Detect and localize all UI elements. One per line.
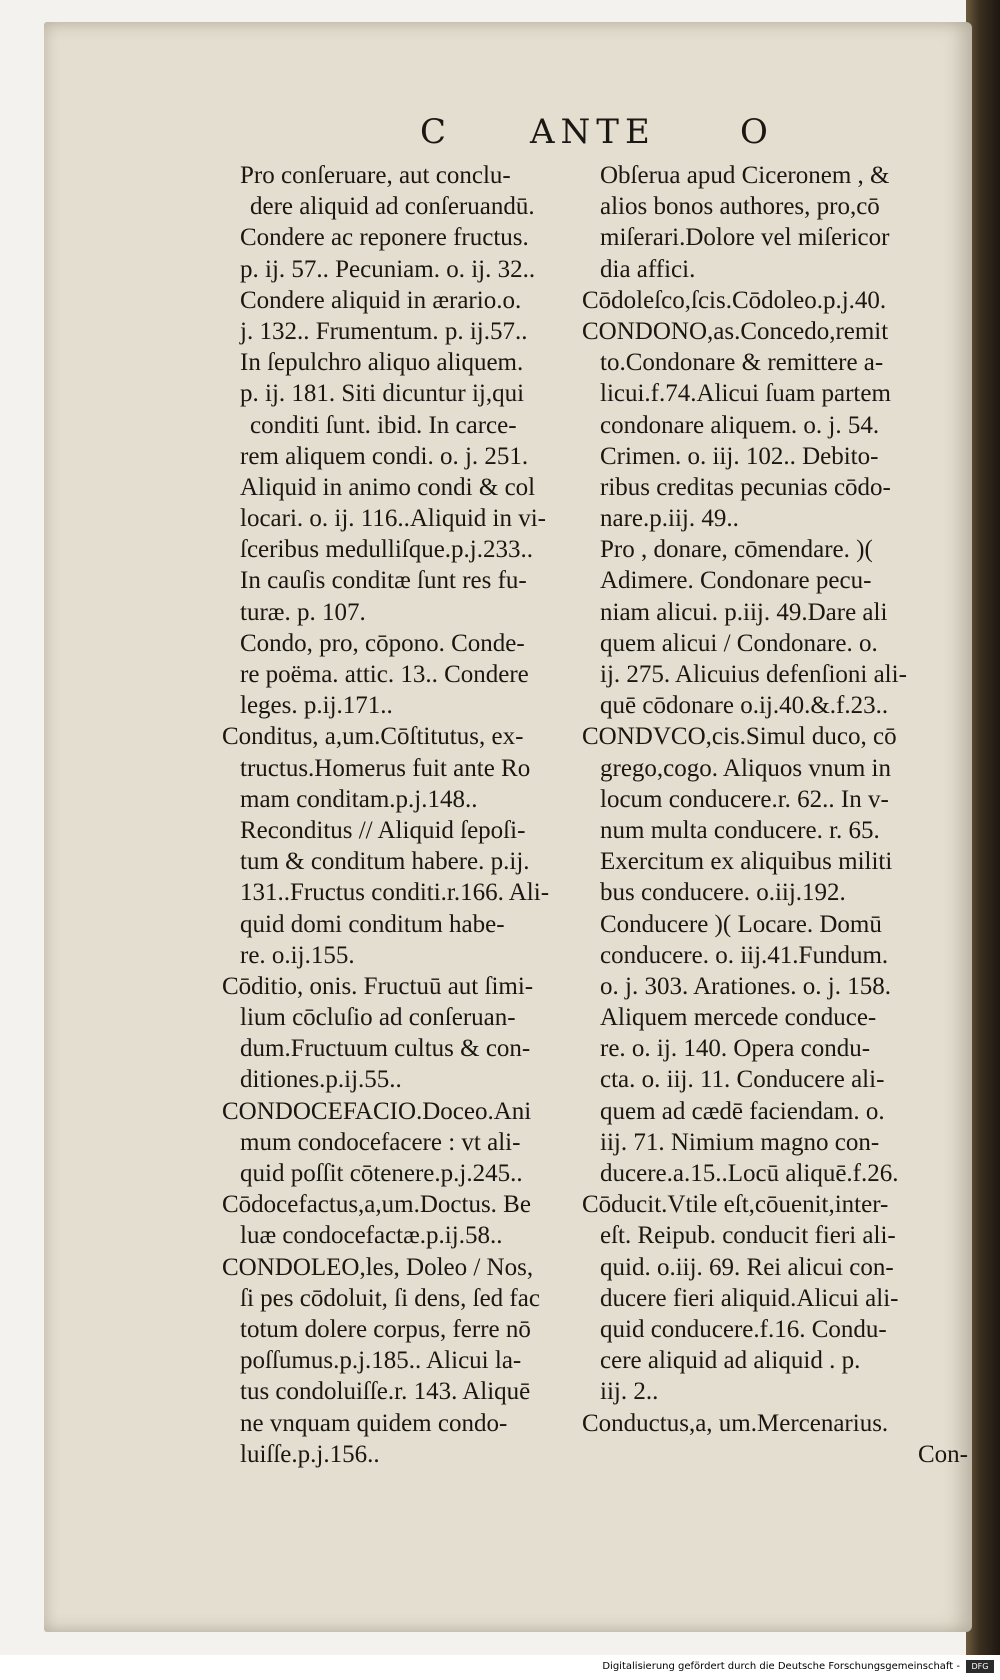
text-line: nare.p.iij. 49.. — [600, 505, 739, 533]
text-line: dia affici. — [600, 255, 696, 283]
text-line: luæ condocefactæ.p.ij.58.. — [240, 1222, 503, 1250]
entry-headword-line: Conductus,a, um.Mercenarius. — [582, 1409, 889, 1437]
text-line: re. o. ij. 140. Opera condu- — [600, 1035, 871, 1063]
text-line: locari. o. ij. 116..Aliquid in vi- — [240, 505, 546, 533]
entry-headword-line: CONDOLEO,les, Doleo / Nos, — [222, 1253, 534, 1281]
text-line: alios bonos authores, pro,cō — [600, 193, 880, 221]
text-line: ducere.a.15..Locū aliquē.f.26. — [600, 1160, 899, 1187]
entry-headword-line: Cōducit.Vtile eſt,cōuenit,inter- — [582, 1191, 889, 1219]
text-line: p. ij. 181. Siti dicuntur ij,qui — [240, 380, 525, 408]
text-line: j. 132.. Frumentum. p. ij.57.. — [240, 317, 528, 345]
text-line: In ſepulchro aliquo aliquem. — [240, 349, 524, 377]
text-line: ſceribus medulliſque.p.j.233.. — [240, 536, 534, 564]
text-line: Condere aliquid in ærario.o. — [240, 286, 522, 314]
text-line: rem aliquem condi. o. j. 251. — [240, 442, 529, 470]
text-line: luiſſe.p.j.156.. — [240, 1440, 380, 1468]
text-line: num multa conducere. r. 65. — [600, 816, 880, 844]
text-line: iij. 2.. — [600, 1378, 659, 1406]
text-line: Aliquem mercede conduce- — [600, 1004, 877, 1032]
text-line: tum & conditum habere. p.ij. — [240, 848, 530, 876]
entry-headword-line: CONDOCEFACIO.Doceo.Ani — [222, 1097, 532, 1125]
text-line: grego,cogo. Aliquos vnum in — [600, 754, 891, 782]
text-line: condonare aliquem. o. j. 54. — [600, 411, 880, 439]
entry-headword-line: Cōdocefactus,a,um.Doctus. Be — [222, 1191, 531, 1219]
text-line: Crimen. o. iij. 102.. Debito- — [600, 442, 879, 470]
text-line: locum conducere.r. 62.. In v- — [600, 785, 889, 813]
entry-headword-line: Cōditio, onis. Fructuū aut ſimi- — [222, 972, 534, 1000]
text-line: ſi pes cōdoluit, ſi dens, ſed fac — [240, 1284, 540, 1312]
running-header — [0, 112, 1000, 162]
text-line: licui.f.74.Alicui ſuam partem — [600, 380, 891, 408]
text-line: turæ. p. 107. — [240, 598, 366, 626]
text-line: to.Condonare & remittere a- — [600, 349, 884, 377]
text-line: cere aliquid ad aliquid . p. — [600, 1347, 861, 1375]
text-line: quē cōdonare o.ij.40.&.f.23.. — [600, 692, 889, 720]
text-line: conditi ſunt. ibid. In carce- — [250, 411, 517, 439]
text-line: Condo, pro, cōpono. Conde- — [240, 629, 525, 657]
text-line: leges. p.ij.171.. — [240, 692, 393, 720]
header-right-letter: O — [740, 112, 774, 152]
text-line: Conducere )( Locare. Domū — [600, 910, 882, 938]
digitization-footer — [0, 1655, 1000, 1680]
text-line: totum dolere corpus, ferre nō — [240, 1315, 531, 1343]
text-line: ribus creditas pecunias cōdo- — [600, 473, 891, 501]
text-line: ne vnquam quidem condo- — [240, 1409, 508, 1437]
text-line: Reconditus // Aliquid ſepoſi- — [240, 816, 526, 844]
text-line: lium cōcluſio ad conſeruan- — [240, 1004, 516, 1032]
dfg-logo: DFG — [966, 1660, 994, 1673]
text-line: In cauſis conditæ ſunt res fu- — [240, 567, 527, 595]
text-line: p. ij. 57.. Pecuniam. o. ij. 32.. — [240, 255, 536, 283]
text-line: iij. 71. Nimium magno con- — [600, 1128, 880, 1156]
text-line: ducere fieri aliquid.Alicui ali- — [600, 1284, 899, 1312]
text-line: dere aliquid ad conſeruandū. — [250, 193, 535, 221]
text-line: niam alicui. p.iij. 49.Dare ali — [600, 598, 888, 626]
text-line: quid poſſit cōtenere.p.j.245.. — [240, 1160, 523, 1187]
text-line: dum.Fructuum cultus & con- — [240, 1035, 531, 1063]
text-line: mam conditam.p.j.148.. — [240, 785, 478, 813]
text-line: quid. o.iij. 69. Rei alicui con- — [600, 1253, 894, 1281]
entry-headword-line: CONDVCO,cis.Simul duco, cō — [582, 723, 897, 751]
text-line: re. o.ij.155. — [240, 941, 355, 969]
text-line: Exercitum ex aliquibus militi — [600, 848, 893, 876]
text-line: Obſerua apud Ciceronem , & — [600, 162, 890, 189]
text-line: quem alicui / Condonare. o. — [600, 629, 878, 657]
text-line: conducere. o. iij.41.Fundum. — [600, 941, 889, 969]
text-line: Aliquid in animo condi & col — [240, 473, 536, 501]
text-line: re poëma. attic. 13.. Condere — [240, 661, 529, 688]
text-line: 131..Fructus conditi.r.166. Ali- — [240, 879, 550, 907]
text-line: o. j. 303. Arationes. o. j. 158. — [600, 972, 891, 1000]
text-line: poſſumus.p.j.185.. Alicui la- — [240, 1347, 522, 1375]
text-line: eſt. Reipub. conducit fieri ali- — [600, 1222, 896, 1250]
text-line: quid domi conditum habe- — [240, 910, 505, 938]
left-column — [222, 160, 580, 1470]
text-line: quem ad cædē faciendam. o. — [600, 1097, 885, 1125]
text-line: Pro , donare, cōmendare. )( — [600, 536, 873, 564]
entry-headword-line: Conditus, a,um.Cōſtitutus, ex- — [222, 723, 524, 751]
text-line: Pro conſeruare, aut conclu- — [240, 162, 511, 189]
text-line: bus conducere. o.iij.192. — [600, 879, 846, 907]
text-line: tus condoluiſſe.r. 143. Aliquē — [240, 1378, 531, 1406]
text-line: Adimere. Condonare pecu- — [600, 567, 872, 595]
entry-headword-line: Cōdoleſco,ſcis.Cōdoleo.p.j.40. — [582, 286, 887, 314]
text-line: tructus.Homerus fuit ante Ro — [240, 754, 531, 782]
header-middle-word: ANTE — [530, 112, 656, 152]
funding-credit: Digitalisierung gefördert durch die Deutsche Forschungsgemeinschaft - — [602, 1661, 960, 1672]
catchword: Con- — [918, 1440, 968, 1468]
text-line: ditiones.p.ij.55.. — [240, 1066, 402, 1094]
text-line: Condere ac reponere fructus. — [240, 224, 529, 252]
text-line: mum condocefacere : vt ali- — [240, 1128, 521, 1156]
header-left-letter: C — [420, 112, 453, 152]
right-column — [582, 160, 968, 1470]
text-line: miſerari.Dolore vel miſericor — [600, 224, 890, 252]
text-line: quid conducere.f.16. Condu- — [600, 1315, 887, 1343]
text-line: ij. 275. Alicuius defenſioni ali- — [600, 661, 907, 688]
entry-headword-line: CONDONO,as.Concedo,remit — [582, 317, 889, 345]
text-line: cta. o. iij. 11. Conducere ali- — [600, 1066, 885, 1094]
